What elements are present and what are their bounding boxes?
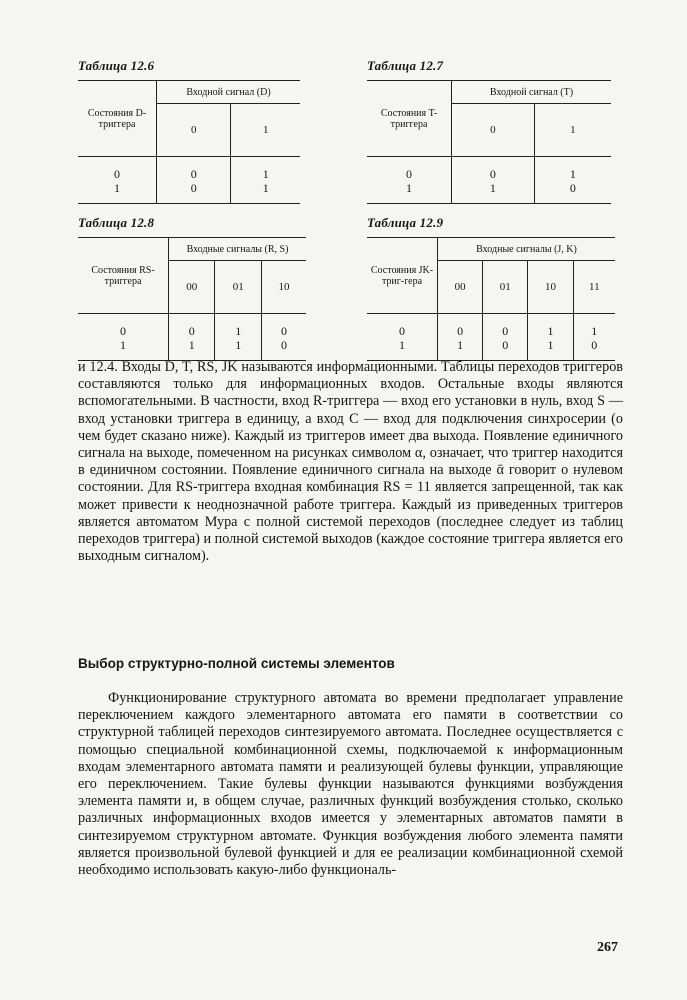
column-header: 1 [534,104,611,157]
state-header: Состояния T-триггера [367,81,452,157]
column-header: 01 [215,261,261,314]
table-caption: Таблица 12.7 [367,58,444,73]
column-header: 01 [483,261,528,314]
cell-values: 0 1 [457,324,464,352]
column-header: 00 [438,261,483,314]
cell-values: 0 0 [483,314,528,361]
column-header: 0 [452,104,535,157]
group-header: Входной сигнал (T) [452,81,612,104]
state-header: Состояния D-триггера [78,81,157,157]
cell-values: 0 0 [261,314,306,361]
transition-table [78,80,300,204]
state-header: Состояния RS-триггера [78,238,169,314]
state-values: 0 1 [367,314,438,361]
state-values: 0 1 [78,314,169,361]
column-header: 0 [157,104,231,157]
body-paragraph: и 12.4. Входы D, T, RS, JK называются информационными. Таблицы переходов триггеров составляются только для информационных входов. Остальные входы являются вспомогательными. В частности, вход R-триггера — вход его установки в нуль, вход S — вход установки триггера в единицу, а вход C — вход для подключения синхросерии (о чем будет сказано ниже). Каждый из триггеров имеет два выхода. Появление единичного сигнала на выходе, помеченном на рисунках символом α, означает, что триггер находится в единичном состоянии. Появление единичного сигнала на выходе ᾱ говорит о нулевом состоянии. Для RS-триггера входная комбинация RS = 11 является запрещенной, так как может привести к неоднозначной работе триггера. Каждый из приведенных триггеров является автоматом Мура с полной системой переходов (последнее следует из таблиц переходов триггера) и полной системой выходов (каждое состояние триггера является его выходным сигналом). [78,359,623,565]
table-12-9 [367,215,615,361]
group-header: Входные сигналы (R, S) [169,238,307,261]
page-number: 267 [597,940,618,955]
column-header: 10 [261,261,306,314]
transition-table [367,237,615,361]
group-header: Входные сигналы (J, K) [438,238,616,261]
section-heading: Выбор структурно-полной системы элементов [78,656,395,671]
column-header: 00 [169,261,215,314]
state-header: Состояния JK-триг-гера [367,238,438,314]
table-12-8 [78,215,306,361]
cell-values: 0 1 [188,324,195,352]
column-header: 10 [528,261,573,314]
transition-table [78,237,306,361]
cell-values: 0 0 [190,167,197,195]
table-caption: Таблица 12.8 [78,215,155,230]
body-paragraph: Функционирование структурного автомата во времени предполагает управление переключением каждого элементарного автомата его памяти в соответствии со структурной таблицей переходов синтезируемого автомата. Последнее осуществляется с помощью специальной комбинационной схемы, подключаемой к информационным входам элементарного автомата памяти и реализующей булевы функции, управляющие его переключением. Такие булевы функции называются функциями возбуждения элемента памяти и, в общем случае, различных функций возбуждения столько, сколько различных информационных входов имеется у элементарных автоматов памяти в синтезируемом структурном автомате. Функция возбуждения любого элемента памяти является произвольной булевой функцией и для ее реализации комбинационной схемой необходимо использовать какую-либо функциональ- [78,690,623,879]
table-caption: Таблица 12.6 [78,58,155,73]
state-values: 0 1 [367,157,452,204]
cell-values: 1 1 [215,314,261,361]
cell-values: 1 1 [231,157,300,204]
column-header: 1 [231,104,300,157]
group-header: Входной сигнал (D) [157,81,301,104]
cell-values: 1 0 [534,157,611,204]
table-12-7 [367,58,611,204]
cell-values: 1 0 [573,314,615,361]
column-header: 11 [573,261,615,314]
cell-values: 0 1 [489,167,496,195]
table-12-6 [78,58,300,204]
state-values: 0 1 [78,157,157,204]
table-caption: Таблица 12.9 [367,215,444,230]
transition-table [367,80,611,204]
cell-values: 1 1 [528,314,573,361]
